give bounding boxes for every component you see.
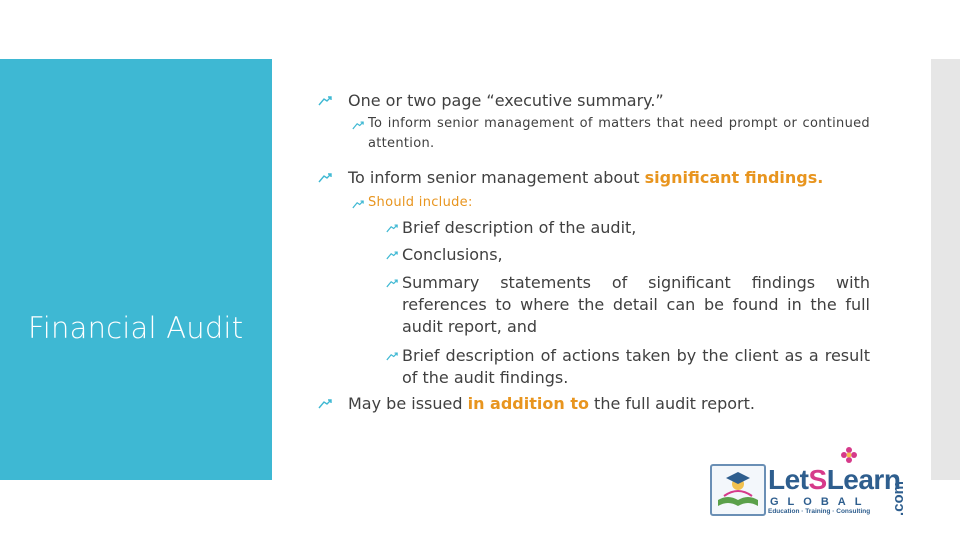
logo-global: GLOBAL [770, 496, 871, 508]
bullet-arrow-icon [318, 168, 338, 185]
bullet-in-addition [318, 394, 878, 414]
right-accent-bar [931, 59, 960, 480]
logo-brand-suffix: Learn [826, 464, 901, 495]
text-suffix: the full audit report. [588, 394, 755, 413]
list-item-text: Brief description of the audit, [402, 218, 637, 237]
sub-bullet-should-include [352, 193, 870, 213]
bullet-text [338, 168, 823, 188]
sub-bullet-inform-senior [352, 114, 870, 154]
highlight-text: significant findings. [644, 168, 824, 187]
graduate-book-icon [710, 464, 766, 516]
list-item-text: Summary statements of significant findings with references to where the detail can be found in the full audit report, and [402, 273, 870, 336]
bullet-significant-findings [318, 168, 878, 188]
bullet-text [338, 394, 755, 414]
logo-brand-prefix: Let [768, 464, 809, 495]
bullet-executive-summary [318, 91, 878, 111]
logo-wordmark [768, 464, 900, 496]
letslearn-logo [710, 446, 910, 518]
bullet-arrow-icon [386, 272, 402, 290]
text-prefix: To inform senior management about [348, 168, 645, 187]
list-item [386, 345, 870, 389]
highlight-text: Should include: [368, 195, 473, 210]
logo-tagline: Education · Training · Consulting [768, 508, 871, 515]
bullet-arrow-icon [318, 91, 338, 108]
list-item-text: Brief description of actions taken by the client as a result of the audit findings. [402, 346, 870, 387]
flower-icon [840, 446, 858, 464]
list-item-text: Conclusions, [402, 245, 503, 264]
bullet-text: One or two page “executive summary.” [348, 91, 664, 110]
bullet-arrow-icon [386, 217, 402, 235]
logo-domain: .com [890, 480, 907, 516]
bullet-text: To inform senior management of matters that need prompt or continued attention. [368, 116, 870, 151]
bullet-arrow-icon [318, 394, 338, 411]
slide-title: Financial Audit [28, 311, 244, 345]
title-panel [0, 59, 272, 480]
bullet-arrow-icon [386, 244, 402, 262]
bullet-arrow-icon [352, 114, 368, 132]
list-item [386, 272, 870, 338]
text-prefix: May be issued [348, 394, 468, 413]
highlight-text: in addition to [467, 394, 589, 413]
bullet-arrow-icon [352, 193, 368, 211]
bullet-arrow-icon [386, 345, 402, 363]
list-item [386, 244, 870, 266]
logo-brand-s: S [808, 464, 827, 495]
list-item [386, 217, 870, 239]
